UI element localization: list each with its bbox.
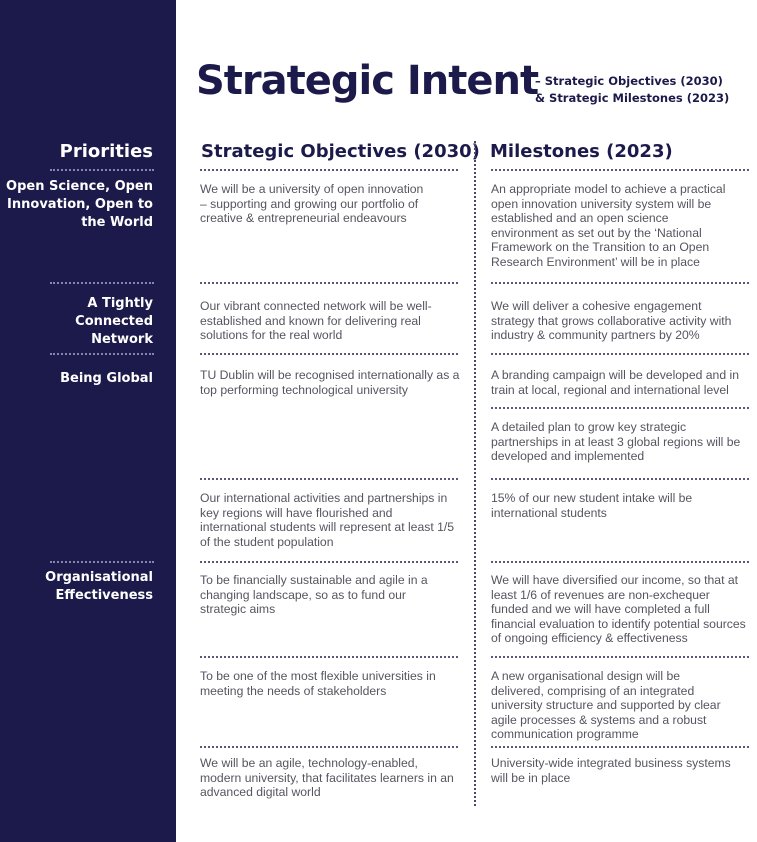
divider: [200, 656, 458, 658]
column-divider: [474, 141, 476, 806]
page-subtitle: [535, 73, 729, 107]
divider: [200, 353, 458, 355]
milestone-cell: A detailed plan to grow key strategic partnerships in at least 3 global regions will be developed and implemented: [491, 420, 741, 464]
priorities-header: Priorities: [59, 141, 153, 162]
divider: [50, 169, 154, 171]
priority-connected-network: A Tightly Connected Network: [75, 296, 153, 347]
subtitle-line-1: – Strategic Objectives (2030): [535, 74, 723, 88]
priority-being-global: Being Global: [60, 371, 153, 386]
divider: [200, 746, 458, 748]
divider: [491, 353, 749, 355]
objective-cell: TU Dublin will be recognised internationally as a top performing technological university: [200, 368, 460, 397]
milestone-cell: An appropriate model to achieve a practical open innovation university system will be established and an open science environment as set out by the ‘National Framework on the Transition to an Open Research Environment’ will be in place: [491, 182, 726, 269]
milestone-cell: A new organisational design will be delivered, comprising of an integrated university structure and supported by clear agile processes & systems and a robust communication programme: [491, 669, 721, 742]
priority-organisational-effectiveness: Organisational Effectiveness: [45, 570, 153, 603]
subtitle-line-2: & Strategic Milestones (2023): [535, 91, 730, 105]
divider: [200, 561, 458, 563]
divider: [200, 282, 458, 284]
objective-cell: We will be an agile, technology-enabled, modern university, that facilitates learners in an advanced digital world: [200, 756, 454, 800]
priority-open-science: Open Science, Open Innovation, Open to the World: [6, 179, 153, 230]
objective-cell: Our vibrant connected network will be well-established and known for delivering real solutions for the real world: [200, 299, 432, 343]
milestone-cell: We will have diversified our income, so that at least 1/6 of revenues are non-exchequer funded and we will have completed a full financial evaluation to identify potential sources of ongoing efficiency & effectiveness: [491, 573, 746, 646]
divider: [491, 656, 749, 658]
milestones-header: Milestones (2023): [490, 141, 673, 162]
objective-cell: To be financially sustainable and agile in a changing landscape, so as to fund our strategic aims: [200, 573, 428, 617]
milestone-cell: 15% of our new student intake will be international students: [491, 491, 693, 520]
divider: [50, 561, 154, 563]
divider: [491, 169, 749, 171]
objective-cell: To be one of the most flexible universities in meeting the needs of stakeholders: [200, 669, 436, 698]
divider: [50, 353, 154, 355]
divider: [491, 561, 749, 563]
objectives-header: Strategic Objectives (2030): [201, 141, 480, 162]
divider: [200, 169, 458, 171]
divider: [50, 282, 154, 284]
sidebar-band: [0, 0, 176, 842]
divider: [200, 478, 458, 480]
objective-cell: We will be a university of open innovation – supporting and growing our portfolio of creative & entrepreneurial endeavours: [200, 182, 424, 226]
divider: [491, 282, 749, 284]
milestone-cell: We will deliver a cohesive engagement strategy that grows collaborative activity with industry & community partners by 20%: [491, 299, 732, 343]
divider: [491, 478, 749, 480]
page-title: Strategic Intent: [196, 58, 539, 104]
objective-cell: Our international activities and partnerships in key regions will have flourished and international students will represent at least 1/5 of the student population: [200, 491, 455, 549]
divider: [491, 746, 749, 748]
divider: [491, 407, 749, 409]
milestone-cell: A branding campaign will be developed and in train at local, regional and international level: [491, 368, 739, 397]
milestone-cell: University-wide integrated business systems will be in place: [491, 756, 731, 785]
